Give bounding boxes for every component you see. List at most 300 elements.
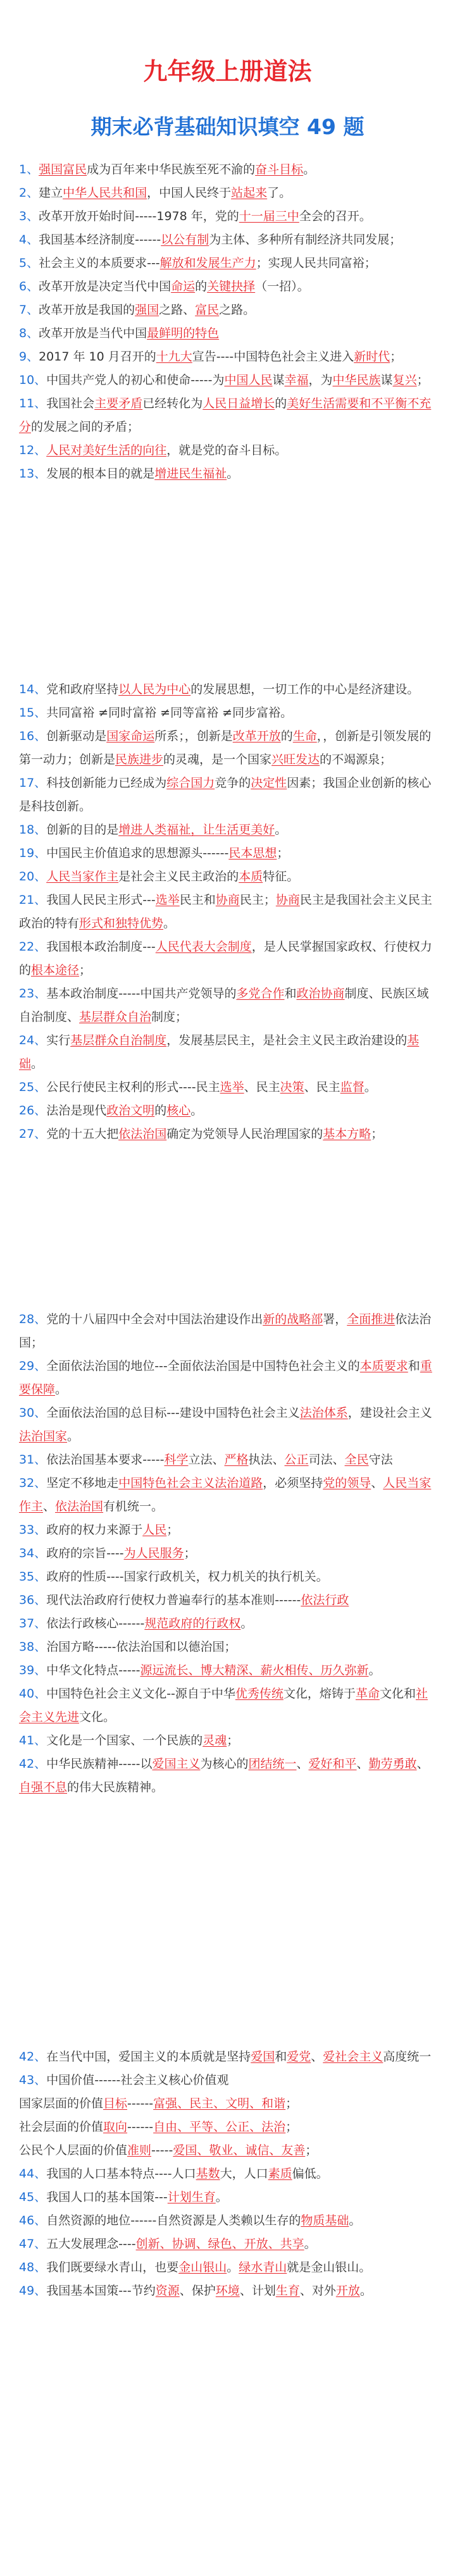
answer-text: 十九大 (156, 350, 192, 364)
question-number: 43、 (19, 2073, 47, 2087)
answer-text: 奋斗目标 (255, 163, 304, 176)
question-text: 2017 年 10 月召开的 (39, 350, 156, 364)
question-text: 。 (359, 2284, 372, 2298)
question-text: ，为 (308, 373, 333, 387)
answer-text: 源远流长、博大精深、薪火相传、历久弥新 (140, 1663, 369, 1677)
question-text: 、 (371, 1476, 383, 1490)
answer-text: 监督 (340, 1080, 365, 1094)
question-item (19, 1402, 433, 1448)
question-number: 39、 (19, 1663, 47, 1677)
question-text: 民主； (239, 893, 276, 907)
question-text: 党的十八届四中全会对中国法治建设作出 (46, 1312, 263, 1326)
question-text: 特征。 (263, 870, 299, 884)
answer-text: 幸福 (284, 373, 309, 387)
answer-text: 基层群众自治制度 (70, 1033, 167, 1047)
question-text: 。 (304, 2237, 316, 2251)
answer-text: 自强不息 (19, 1780, 68, 1794)
answer-text: 基本方略 (323, 1127, 371, 1141)
question-number: 47、 (19, 2237, 47, 2251)
question-text: ； (305, 2143, 318, 2157)
question-text: 改革开放是我国的 (39, 303, 135, 317)
answer-text: 依法行政 (301, 1593, 349, 1607)
answer-text: 依法治国 (55, 1500, 104, 1513)
question-text: 。 (67, 1429, 80, 1443)
answer-text: 人民当家作主 (19, 1476, 432, 1513)
answer-text: 协商 (215, 893, 240, 907)
question-text: ，建设社会主义 (347, 1406, 432, 1420)
question-text: 中国民主价值追求的思想源头------ (46, 846, 229, 860)
answer-text: 法治国家 (19, 1429, 68, 1443)
question-item (19, 1076, 433, 1099)
question-text: 之路。 (219, 303, 256, 317)
question-number: 8、 (19, 326, 39, 340)
answer-text: 本质要求 (359, 1359, 408, 1373)
answer-text: 新的战略部 (263, 1312, 323, 1326)
question-number: 33、 (19, 1523, 47, 1537)
question-item (19, 2116, 433, 2139)
question-text: 我国基本国策---节约 (46, 2284, 156, 2298)
question-text: 和 (275, 2050, 287, 2064)
question-text: 文化，熔铸于 (283, 1687, 356, 1701)
question-text: 的灵魂，是一个国家 (163, 753, 272, 767)
answer-text: 素质 (268, 2167, 292, 2181)
question-number: 28、 (19, 1312, 47, 1326)
question-number: 19、 (19, 846, 47, 860)
question-number: 5、 (19, 256, 39, 270)
answer-text: 革命 (355, 1687, 380, 1701)
answer-text: 全面推进 (347, 1312, 396, 1326)
answer-text: 政治文明 (106, 1104, 155, 1118)
question-item (19, 369, 433, 392)
question-text: ； (277, 846, 289, 860)
question-text: 的 (154, 1104, 167, 1118)
question-number: 23、 (19, 987, 47, 1001)
answer-text: 爱国 (251, 2050, 275, 2064)
answer-text: 十一届三中 (239, 209, 299, 223)
question-item (19, 158, 433, 182)
question-text: 治国方略-----依法治国和以德治国； (46, 1640, 237, 1654)
answer-text: 自由、平等、公正、法治 (153, 2120, 286, 2134)
answer-text: 关键抉择 (207, 280, 256, 293)
answer-text: 环境 (215, 2284, 240, 2298)
question-text: 。 (364, 1080, 377, 1094)
answer-text: 为人民服务 (123, 1546, 184, 1560)
answer-text: 最鲜明的特色 (147, 326, 220, 340)
question-number: 14、 (19, 682, 47, 696)
question-item (19, 2186, 433, 2209)
question-text: 、计划 (239, 2284, 276, 2298)
question-text: ； (285, 2097, 298, 2111)
answer-text: 绿水青山 (239, 2260, 287, 2274)
question-text: 全面依法治国的地位---全面依法治国是中国特色社会主义的 (46, 1359, 360, 1373)
question-text: ；实现人民共同富裕； (256, 256, 377, 270)
document-subtitle: 期末必背基础知识填空 49 题 (90, 114, 365, 139)
question-text: 了。 (267, 186, 292, 200)
answer-text: 基数 (196, 2167, 220, 2181)
answer-text: 团结统一 (248, 1757, 297, 1771)
question-text: 制度、民族区域自治制度、 (19, 987, 429, 1024)
question-text: 我们既要绿水青山，也要 (46, 2260, 179, 2274)
question-text: 竞争的 (215, 776, 251, 790)
question-item (19, 935, 433, 982)
answer-text: 公正 (284, 1453, 309, 1467)
question-text: 公民个人层面的价值 (19, 2143, 128, 2157)
question-text: 的 (280, 729, 293, 743)
answer-text: 民本思想 (228, 846, 277, 860)
answer-text: 优秀传统 (235, 1687, 284, 1701)
question-number: 36、 (19, 1593, 47, 1607)
question-item (19, 299, 433, 322)
question-number: 41、 (19, 1734, 47, 1747)
answer-text: 富强、民主、文明、和谐 (153, 2097, 286, 2111)
question-text: 。 (55, 1383, 68, 1396)
question-text: 的发展之间的矛盾； (31, 420, 140, 434)
document-title: 九年级上册道法 (143, 58, 312, 85)
question-text: 中华文化特点----- (46, 1663, 140, 1677)
question-number: 44、 (19, 2167, 47, 2181)
answer-text: 资源 (155, 2284, 180, 2298)
question-number: 37、 (19, 1617, 47, 1630)
question-item (19, 1123, 433, 1146)
question-text: 。 (303, 163, 316, 176)
question-text: 。 (349, 2214, 361, 2228)
question-text: 。 (227, 2260, 239, 2274)
question-number: 30、 (19, 1406, 47, 1420)
question-text: ，就是党的奋斗目标。 (166, 443, 287, 457)
answer-text: 勤劳勇敢 (368, 1757, 417, 1771)
question-text: 的 (275, 397, 287, 410)
answer-text: 准则 (127, 2143, 152, 2157)
question-text: 现代法治政府行使权力普遍奉行的基本准则------ (46, 1593, 301, 1607)
answer-text: 全民 (344, 1453, 369, 1467)
question-item (19, 252, 433, 275)
question-text: 坚定不移地走 (46, 1476, 119, 1490)
question-text: 确定为党领导人民治理国家的 (166, 1127, 323, 1141)
answer-text: 灵魂 (203, 1734, 227, 1747)
question-item (19, 2209, 433, 2233)
question-item (19, 322, 433, 345)
question-item (19, 1565, 433, 1589)
question-number: 9、 (19, 350, 39, 364)
question-item (19, 2162, 433, 2186)
question-text: 社会层面的价值 (19, 2120, 104, 2134)
question-text: 和 (284, 987, 297, 1001)
question-text: 、民主 (304, 1080, 340, 1094)
question-item (19, 1636, 433, 1659)
answer-text: 复兴 (392, 373, 417, 387)
answer-text: 增进人类福祉，让生活更美好 (118, 823, 275, 837)
question-number: 15、 (19, 706, 47, 720)
question-item (19, 982, 433, 1029)
question-item (19, 772, 433, 818)
answer-text: 以人民为中心 (118, 682, 191, 696)
answer-text: 人民当家作主 (46, 870, 119, 884)
answer-text: 目标 (103, 2097, 128, 2111)
question-number: 11、 (19, 397, 47, 410)
question-item (19, 2279, 433, 2303)
question-text: 我国社会 (46, 397, 95, 410)
question-text: 依法行政核心------ (46, 1617, 145, 1630)
question-item (19, 2256, 433, 2279)
question-text: ； (390, 350, 402, 364)
answer-text: 人民 (142, 1523, 167, 1537)
answer-text: 核心 (166, 1104, 191, 1118)
question-text: 我国基本经济制度------ (39, 233, 161, 247)
question-text: 政府的性质----国家行政机关，权力机关的执行机关。 (46, 1570, 328, 1584)
question-text: 、民主 (244, 1080, 280, 1094)
question-text: 党和政府坚持 (46, 682, 119, 696)
question-text: 制度； (151, 1010, 188, 1024)
question-text: 、保护 (179, 2284, 216, 2298)
answer-text: 社会主义先进 (19, 1687, 428, 1724)
question-number: 17、 (19, 776, 47, 790)
answer-text: 严格 (224, 1453, 249, 1467)
question-text: ； (79, 963, 92, 977)
answer-text: 综合国力 (166, 776, 215, 790)
question-text: 署， (323, 1312, 347, 1326)
question-item (19, 725, 433, 772)
question-item (19, 1612, 433, 1636)
question-text: 中国共产党人的初心和使命-----为 (46, 373, 225, 387)
answer-text: 国家命运 (106, 729, 155, 743)
answer-text: 决策 (280, 1080, 304, 1094)
question-text: 。 (190, 1104, 203, 1118)
question-text: 改革开放是决定当代中国 (39, 280, 171, 293)
question-text: 全会的召开。 (299, 209, 371, 223)
answer-text: 决定性 (251, 776, 287, 790)
question-item (19, 1519, 433, 1542)
answer-text: 本质 (239, 870, 263, 884)
question-item (19, 439, 433, 462)
question-number: 2、 (19, 186, 39, 200)
answer-text: 重要保障 (19, 1359, 432, 1396)
question-text: 社会主义的本质要求--- (39, 256, 160, 270)
question-text: 公民行使民主权利的形式----民主 (46, 1080, 220, 1094)
question-text: 法治是现代 (46, 1104, 107, 1118)
question-item (19, 2139, 433, 2162)
question-item (19, 842, 433, 865)
question-text: 为核心的 (200, 1757, 249, 1771)
question-text: 、 (311, 2050, 323, 2064)
answer-text: 依法治国 (118, 1127, 167, 1141)
question-number: 1、 (19, 163, 39, 176)
question-number: 21、 (19, 893, 47, 907)
question-number: 35、 (19, 1570, 47, 1584)
question-text: 中华民族精神-----以 (46, 1757, 153, 1771)
question-number: 12、 (19, 443, 47, 457)
question-text: ，必须坚持 (263, 1476, 323, 1490)
question-item (19, 1589, 433, 1612)
question-item (19, 678, 433, 701)
question-item (19, 865, 433, 889)
question-number: 48、 (19, 2260, 47, 2274)
question-text: 的发展思想，一切工作的中心是经济建设。 (190, 682, 420, 696)
question-item (19, 889, 433, 935)
question-item (19, 345, 433, 369)
answer-text: 增进民生福祉 (154, 467, 227, 481)
question-text: 。 (368, 1663, 381, 1677)
answer-text: 人民对美好生活的向往 (46, 443, 167, 457)
question-text: 和 (408, 1359, 420, 1373)
answer-text: 改革开放 (232, 729, 281, 743)
question-text: 、 (296, 1757, 309, 1771)
question-item (19, 1682, 433, 1729)
answer-text: 物质基础 (301, 2214, 349, 2228)
question-text: 我国的人口基本特点----人口 (46, 2167, 196, 2181)
question-text: ； (416, 373, 429, 387)
question-text: 科技创新能力已经成为 (46, 776, 167, 790)
question-item (19, 182, 433, 205)
question-text: 偏低。 (292, 2167, 328, 2181)
question-item (19, 2092, 433, 2116)
question-text: 高度统一 (383, 2050, 432, 2064)
question-number: 25、 (19, 1080, 47, 1094)
question-text: ----- (151, 2143, 173, 2157)
answer-text: 计划生育 (167, 2190, 216, 2204)
question-text: 有机统一。 (103, 1500, 164, 1513)
question-text: 我国人口的基本国策--- (46, 2190, 168, 2204)
answer-text: 人民代表大会制度 (155, 940, 252, 954)
answer-text: 科学 (164, 1453, 189, 1467)
question-text: （一招）。 (255, 280, 309, 293)
question-text: 政府的宗旨---- (46, 1546, 124, 1560)
question-text: 依法治国； (19, 1312, 432, 1350)
question-text: ，是人民掌握国家政权、行使权力的 (19, 940, 432, 977)
question-text: 中国特色社会主义文化--源自于中华 (46, 1687, 235, 1701)
question-number: 34、 (19, 1546, 47, 1560)
question-text: 。 (163, 916, 176, 930)
answer-text: 美好生活需要和不平衡不充分 (19, 397, 432, 434)
question-number: 42、 (19, 1757, 47, 1771)
question-text: 创新的目的是 (46, 823, 119, 837)
answer-text: 多党合作 (236, 987, 285, 1001)
question-text: 。 (215, 2190, 228, 2204)
answer-text: 爱社会主义 (323, 2050, 383, 2064)
question-text: ------ (127, 2120, 154, 2134)
section-1 (19, 158, 433, 486)
question-text: 宣告----中国特色社会主义进入 (192, 350, 354, 364)
question-text: 的 (195, 280, 208, 293)
section-2 (19, 678, 433, 1146)
question-text: 政府的权力来源于 (46, 1523, 143, 1537)
answer-text: 以公有制 (161, 233, 209, 247)
question-item (19, 392, 433, 439)
question-text: 全面依法治国的总目标---建设中国特色社会主义 (46, 1406, 300, 1420)
answer-text: 人民日益增长 (203, 397, 275, 410)
answer-text: 创新、协调、绿色、开放、共享 (135, 2237, 304, 2251)
question-text: 成为百年来中华民族至死不渝的 (87, 163, 256, 176)
question-text: 民主是我国社会主义民主政治的特有 (19, 893, 432, 930)
answer-text: 命运 (171, 280, 196, 293)
question-text: 是社会主义民主政治的 (118, 870, 239, 884)
question-text: 实行 (46, 1033, 71, 1047)
question-number: 6、 (19, 280, 39, 293)
question-text: 司法、 (308, 1453, 345, 1467)
answer-text: 强国 (135, 303, 159, 317)
answer-text: 民族进步 (115, 753, 164, 767)
question-number: 10、 (19, 373, 47, 387)
question-item (19, 1753, 433, 1799)
question-text: ，中国人民终于 (147, 186, 232, 200)
question-item (19, 462, 433, 486)
answer-text: 规范政府的行政权 (144, 1617, 241, 1630)
answer-text: 强国富民 (39, 163, 87, 176)
question-number: 18、 (19, 823, 47, 837)
question-text: 、对外 (299, 2284, 336, 2298)
answer-text: 新时代 (354, 350, 390, 364)
question-item (19, 205, 433, 228)
question-text: 创新驱动是 (46, 729, 107, 743)
question-text: 。 (240, 1617, 253, 1630)
answer-text: 选举 (220, 1080, 244, 1094)
question-text: 国家层面的价值 (19, 2097, 104, 2111)
question-text: 我国根本政治制度--- (46, 940, 156, 954)
question-text: 文化。 (79, 1710, 116, 1724)
answer-text: 取向 (103, 2120, 128, 2134)
question-item (19, 1099, 433, 1123)
question-text: 依法治国基本要求----- (46, 1453, 165, 1467)
question-text: 民主和 (179, 893, 216, 907)
answer-text: 中国人民 (224, 373, 273, 387)
answer-text: 政治协商 (296, 987, 345, 1001)
question-text: ------ (127, 2097, 154, 2111)
question-number: 45、 (19, 2190, 47, 2204)
question-text: 在当代中国，爱国主义的本质就是坚持 (46, 2050, 251, 2064)
question-number: 49、 (19, 2284, 47, 2298)
question-text: 执法、 (248, 1453, 285, 1467)
question-number: 29、 (19, 1359, 47, 1373)
answer-text: 中华民族 (332, 373, 381, 387)
question-text: 文化是一个国家、一个民族的 (46, 1734, 203, 1747)
answer-text: 基础 (19, 1033, 420, 1071)
question-item (19, 2069, 433, 2092)
answer-text: 主要矛盾 (94, 397, 143, 410)
question-number: 26、 (19, 1104, 47, 1118)
question-text: 五大发展理念---- (46, 2237, 136, 2251)
question-text: ； (227, 1734, 239, 1747)
question-text: 之路、 (159, 303, 196, 317)
question-item (19, 228, 433, 252)
question-text: ，发展基层民主，是社会主义民主政治建设的 (166, 1033, 408, 1047)
question-item (19, 275, 433, 299)
question-number: 42、 (19, 2050, 47, 2064)
question-item (19, 701, 433, 725)
question-text: 的伟大民族精神。 (67, 1780, 164, 1794)
answer-text: 站起来 (231, 186, 268, 200)
question-text: 谋 (272, 373, 285, 387)
question-text: 大，人口 (220, 2167, 268, 2181)
question-item (19, 1448, 433, 1472)
question-text: 因素；我国企业创新的核心是科技创新。 (19, 776, 432, 813)
question-number: 13、 (19, 467, 47, 481)
answer-text: 生命 (292, 729, 317, 743)
question-number: 3、 (19, 209, 39, 223)
answer-text: 解放和发展生产力 (159, 256, 256, 270)
question-text: 自然资源的地位------自然资源是人类赖以生存的 (46, 2214, 301, 2228)
answer-text: 生育 (275, 2284, 300, 2298)
question-text: 就是金山银山。 (287, 2260, 371, 2274)
question-number: 32、 (19, 1476, 47, 1490)
question-text: 的不竭源泉； (320, 753, 392, 767)
answer-text: 根本途径 (31, 963, 80, 977)
answer-text: 中国特色社会主义法治道路 (118, 1476, 263, 1490)
question-item (19, 2233, 433, 2256)
question-text: 共同富裕 ≠同时富裕 ≠同等富裕 ≠同步富裕。 (46, 706, 293, 720)
question-text: 我国人民民主形式--- (46, 893, 156, 907)
question-number: 20、 (19, 870, 47, 884)
question-item (19, 1355, 433, 1402)
question-number: 31、 (19, 1453, 47, 1467)
